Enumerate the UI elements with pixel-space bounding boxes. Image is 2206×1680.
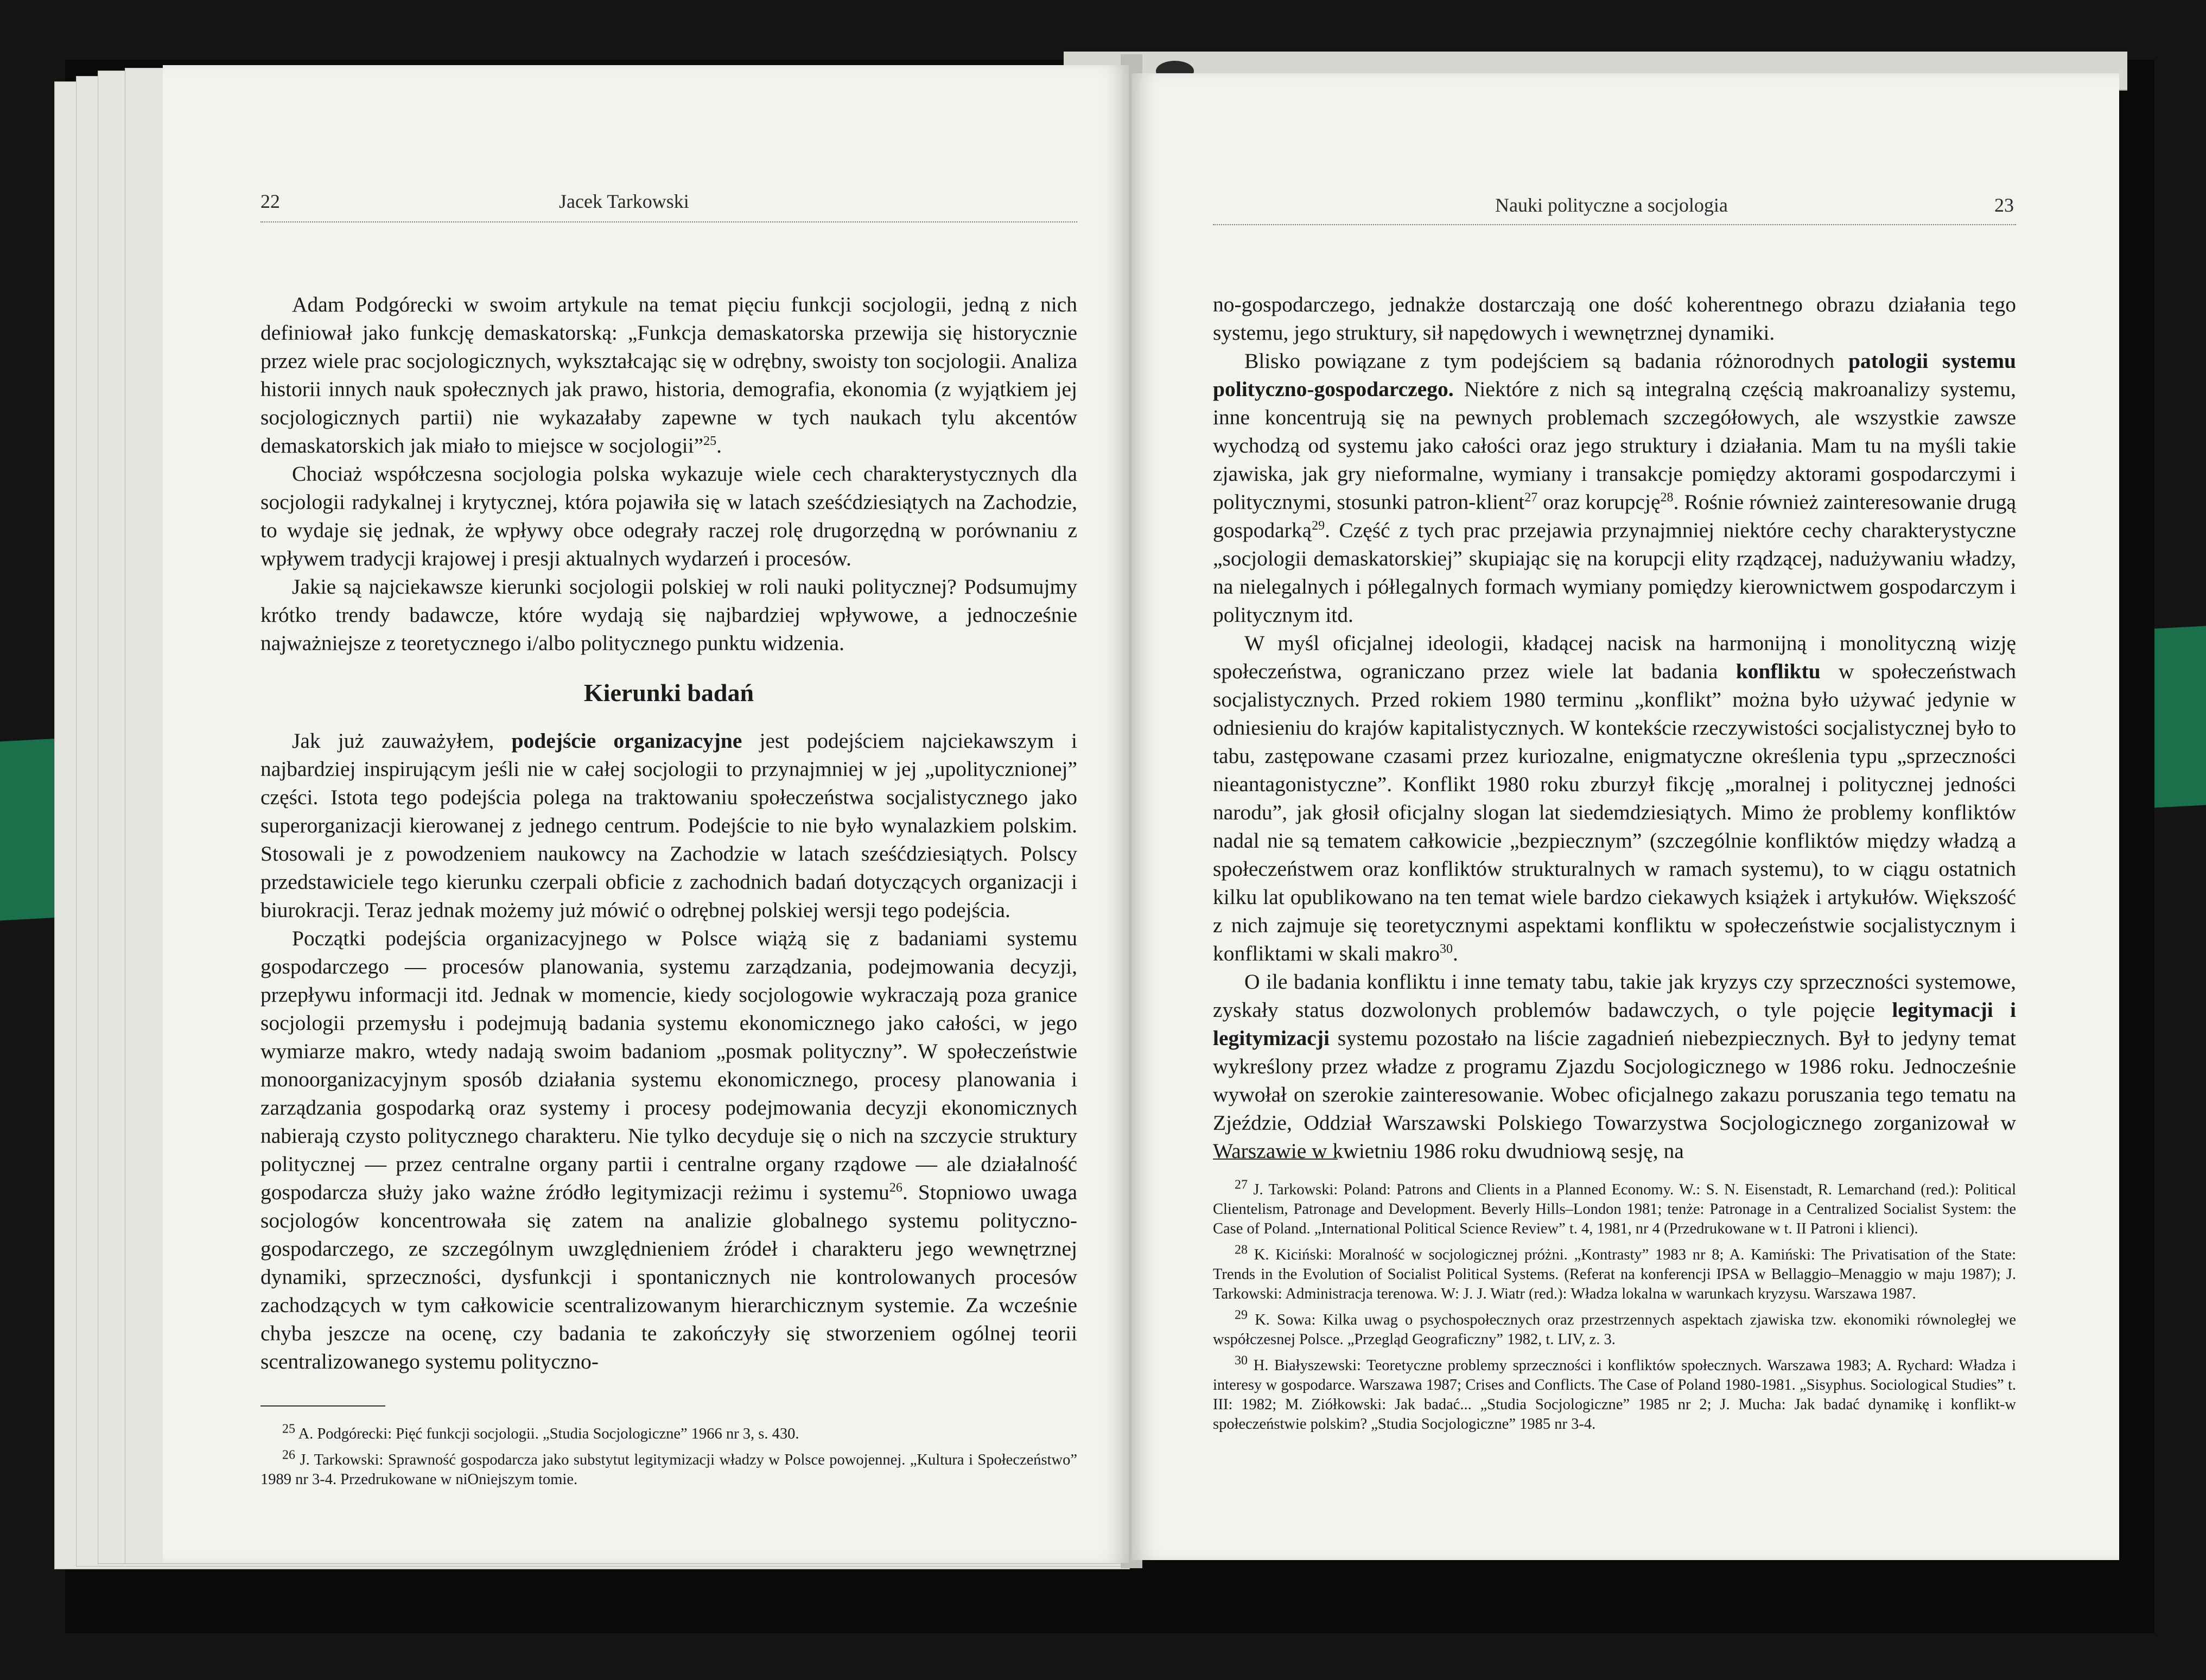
- footnote: $^{26}$ J. Tarkowski: Sprawność gospodarcza jako substytut legitymizacji władzy w Polsce powojennej. „Kultura i Społeczeństwo” 1989 nr 3-4. Przedrukowane w niOniejszym tomie.: [260, 1448, 1078, 1488]
- page-number: 23: [1994, 194, 2014, 216]
- left-body: [260, 290, 1077, 1376]
- running-head: Nauki polityczne a socjologia: [1495, 194, 1728, 216]
- right-page: [1131, 73, 2119, 1560]
- page-number: 22: [260, 190, 280, 212]
- paragraph: Jakie są najciekawsze kierunki socjologii polskiej w roli nauki politycznej? Podsumujmy krótko trendy badawcze, które wydają się najbardziej wpływowe, a jednocześnie najważniejsze z teoretycznego i/albo politycznego punktu widzenia.: [260, 575, 1077, 655]
- paragraph: O ile badania konfliktu i inne tematy tabu, takie jak kryzys czy sprzeczności systemowe, zyskały status dozwolonych problemów badawczych, o tyle pojęcie legitymacji i legitymizacji systemu pozostało na liście zagadnień niebezpiecznych. Był to jedyny temat wykreślony przez władze z programu Zjazdu Socjologicznego w 1986 roku. Jednocześnie wywołał on szerokie zainteresowanie. Wobec oficjalnego zakazu poruszania tego tematu na Zjeździe, Oddział Warszawski Polskiego Towarzystwa Socjologicznego zorganizował w Warszawie w kwietniu 1986 roku dwudniową sesję, na: [1213, 970, 2016, 1163]
- section-title: Kierunki badań: [583, 679, 754, 707]
- paragraph: W myśl oficjalnej ideologii, kładącej nacisk na harmonijną i monolityczną wizję społeczeństwa, ograniczano przez wiele lat badania konfliktu w społeczeństwach socjalistycznych. Przed rokiem 1980 terminu „konflikt” można było używać jedynie w odniesieniu do krajów kapitalistycznych. W kontekście rzeczywistości socjalistycznej było to tabu, zastępowane czasami przez kuriozalne, enigmatyczne określenia typu „sprzeczności nieantagonistyczne”. Konflikt 1980 roku zburzył fikcję „moralnej i politycznej jedności narodu”, jak głosił oficjalny slogan lat siedemdziesiątych. Mimo że problemy konfliktów nadal nie są tematem całkowicie „bezpiecznym” (szczególnie konfliktów między władzą a społeczeństwem oraz konfliktów strukturalnych w ramach systemu), to w ciągu ostatnich kilku lat opublikowano na ten temat wiele bardzo ciekawych książek i artykułów. Większość z nich zajmuje się teoretycznymi aspektami konfliktu w społeczeństwie socjalistycznym i konfliktami w skali makro$^{30}$.: [1213, 631, 2017, 965]
- paragraph: no-gospodarczego, jednakże dostarczają one dość koherentnego obrazu działania tego systemu, jego struktury, sił napędowych i wewnętrznej dynamiki.: [1213, 292, 2016, 345]
- header-rule: [260, 221, 1077, 222]
- left-footnotes: [260, 1424, 1077, 1496]
- left-page: [163, 65, 1129, 1563]
- right-body: [1213, 290, 2016, 1165]
- footnote-rule: [1213, 1159, 1338, 1160]
- footnote: $^{30}$ H. Białyszewski: Teoretyczne problemy sprzeczności i konfliktów społecznych. Warszawa 1983; A. Rychard: Władza i interesy w gospodarce. Warszawa 1987; Crises and Conflicts. The Case of Poland 1980-1981. „Sisyphus. Sociological Studies” t. III: 1982; M. Ziółkowski: Jak badać... „Studia Socjologiczne” 1985 nr 2; J. Mucha: Jak badać dynamikę i konflikt-w społeczeństwie polskim? „Studia Socjologiczne” 1985 nr 3-4.: [1213, 1353, 2016, 1433]
- running-head: Jacek Tarkowski: [559, 190, 689, 212]
- paragraph: Początki podejścia organizacyjnego w Polsce wiążą się z badaniami systemu gospodarczego — procesów planowania, systemu zarządzania, podejmowania decyzji, przepływu informacji itd. Jednak w momencie, kiedy socjologowie wykraczają poza granice socjologii przemysłu i podejmują badania systemu ekonomicznego jako całości, w jego wymiarze makro, wtedy nadają swoim badaniom „posmak polityczny”. W społeczeństwie monoorganizacyjnym sposób działania systemu ekonomicznego, procesy planowania i zarządzania gospodarką oraz systemy i procesy podejmowania decyzji ekonomicznych nabierają czysto politycznego charakteru. Nie tylko decyduje się o nich na szczycie struktury politycznej — przez centralne organy partii i centralne organy rządowe — ale działalność gospodarcza służy jako ważne źródło legitymizacji reżimu i systemu$^{26}$. Stopniowo uwaga socjologów koncentrowała się zatem na analizie globalnego systemu polityczno-gospodarczego, ze szczególnym uwzględnieniem źródeł i charakteru jego wewnętrznej dynamiki, sprzeczności, dysfunkcji i spontanicznych nie kontrolowanych procesów zachodzących w tym całkowicie scentralizowanym hierarchicznym systemie. Za wcześnie chyba jeszcze na ocenę, czy badania te zakończyły się stworzeniem ogólnej teorii scentralizowanego systemu polityczno-: [260, 926, 1077, 1373]
- footnote: $^{28}$ K. Kiciński: Moralność w socjologicznej próżni. „Kontrasty” 1983 nr 8; A. Kamiński: The Privatisation of the State: Trends in the Evolution of Socialist Political Systems. (Referat na konferencji IPSA w Bellaggio–Menaggio w maju 1987); J. Tarkowski: Administracja terenowa. W: J. J. Wiatr (red.): Władza lokalna w warunkach kryzysu. Warszawa 1987.: [1213, 1243, 2016, 1302]
- paragraph: Jak już zauważyłem, podejście organizacyjne jest podejściem najciekawszym i najbardziej inspirującym jeśli nie w całej socjologii to przynajmniej w jej „upolitycznionej” części. Istota tego podejścia polega na traktowaniu społeczeństwa socjalistycznego jako superorganizacji kierowanej z jednego centrum. Podejście to nie było wynalazkiem polskim. Stosowali je z powodzeniem naukowcy na Zachodzie w latach sześćdziesiątych. Polscy przedstawiciele tego kierunku czerpali obficie z zachodnich badań dotyczących organizacji i biurokracji. Teraz jednak możemy już mówić o odrębnej polskiej wersji tego podejścia.: [260, 729, 1078, 922]
- footnote: $^{27}$ J. Tarkowski: Poland: Patrons and Clients in a Planned Economy. W.: S. N. Eisenstadt, R. Lemarchand (red.): Political Clientelism, Patronage and Development. Beverly Hills–London 1981; tenże: Patronage in a Centralized Socialist System: the Case of Poland. „International Political Science Review” t. 4, 1981, nr 4 (Przedrukowane w t. II Patroni i klienci).: [1213, 1178, 2017, 1237]
- right-footnotes: [1213, 1180, 2016, 1441]
- paragraph: Adam Podgórecki w swoim artykule na temat pięciu funkcji socjologii, jedną z nich definiował jako funkcję demaskatorską: „Funkcja demaskatorska przewija się historycznie przez wiele prac socjologicznych, wykształcając się w odrębny, swoisty ton socjologii. Analiza historii innych nauk społecznych jak prawo, historia, demografia, ekonomia (z wyjątkiem jej socjologicznych partii) nie wykazałaby zapewne w tych naukach tylu akcentów demaskatorskich jak miało to miejsce w socjologii”$^{25}$.: [260, 292, 1077, 457]
- footnote: $^{25}$ A. Podgórecki: Pięć funkcji socjologii. „Studia Socjologiczne” 1966 nr 3, s. 430.: [282, 1422, 799, 1442]
- header-rule: [1213, 224, 2016, 225]
- footnote: $^{29}$ K. Sowa: Kilka uwag o psychospołecznych oraz przestrzennych aspektach zjawiska tzw. ekonomiki równoległej we współczesnej Polsce. „Przegląd Geograficzny” 1982, t. LIV, z. 3.: [1213, 1308, 2017, 1348]
- paragraph: Chociaż współczesna socjologia polska wykazuje wiele cech charakterystycznych dla socjologii radykalnej i krytycznej, która pojawiła się w latach sześćdziesiątych na Zachodzie, to wydaje się jednak, że wpływy obce odegrały raczej rolę drugorzędną w porównaniu z wpływem tradycji krajowej i presji aktualnych wydarzeń i procesów.: [260, 462, 1077, 570]
- footnote-rule: [260, 1405, 385, 1407]
- paragraph: Blisko powiązane z tym podejściem są badania różnorodnych patologii systemu polityczno-gospodarczego. Niektóre z nich są integralną częścią makroanalizy systemu, inne koncentrują się na pewnych problemach szczegółowych, ale wszystkie zawsze wychodzą od systemu jako całości oraz jego struktury i działania. Mam tu na myśli takie zjawiska, jak gry nieformalne, wymiany i transakcje pomiędzy aktorami gospodarczymi i politycznymi, stosunki patron-klient$^{27}$ oraz korupcję$^{28}$. Rośnie również zainteresowanie drugą gospodarką$^{29}$. Część z tych prac przejawia przynajmniej niektóre cechy charakterystyczne „socjologii demaskatorskiej” skupiając się na korupcji elity rządzącej, nadużywaniu władzy, na nielegalnych i półlegalnych formach wymiany pomiędzy kierownictwem gospodarczym i politycznym itd.: [1213, 349, 2017, 627]
